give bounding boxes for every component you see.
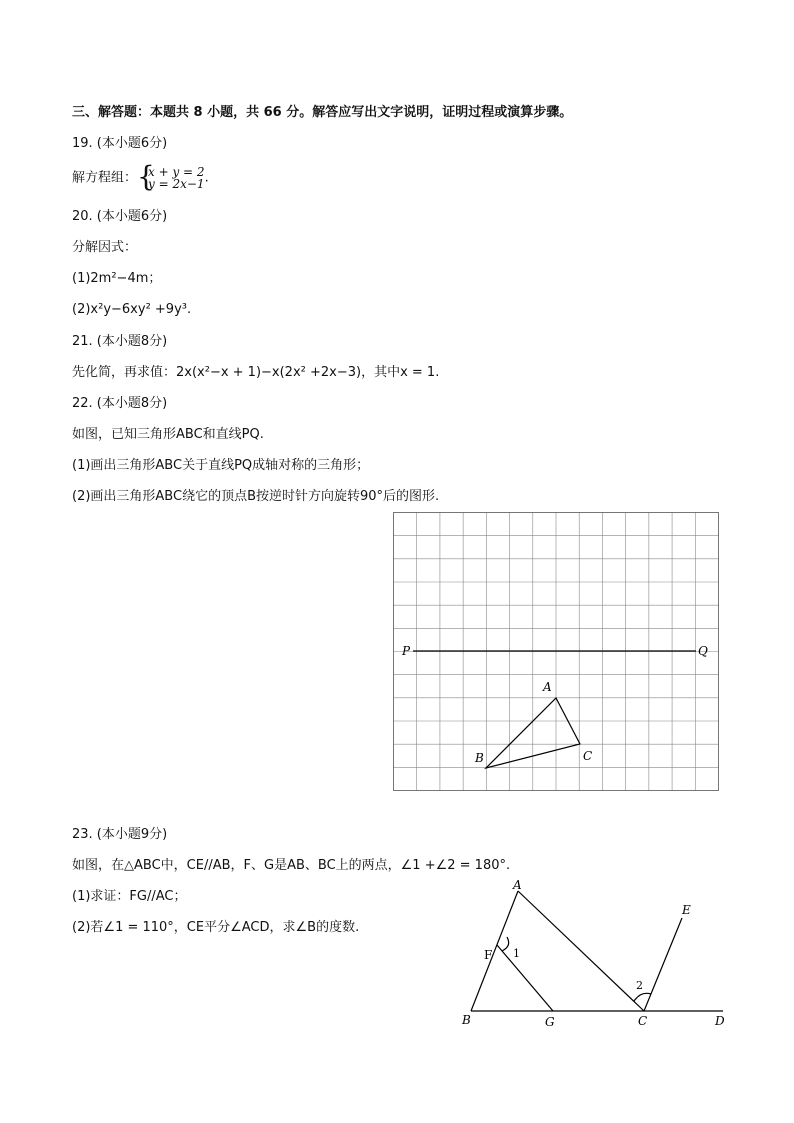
q22-part1: (1)画出三角形ABC关于直线PQ成轴对称的三角形； <box>72 458 370 473</box>
q19-prompt-line <box>72 160 209 193</box>
label-angle-1: 1 <box>513 947 520 960</box>
equation-1: x + y = 2 <box>148 165 205 179</box>
q22-heading: 22. (本小题8分) <box>72 396 168 411</box>
label-g: G <box>545 1015 555 1029</box>
label-c: C <box>583 749 593 763</box>
label-b: B <box>475 751 484 765</box>
q23-part2: (2)若∠1 = 110°，CE平分∠ACD，求∠B的度数. <box>72 920 360 935</box>
triangle-figure <box>450 872 740 1034</box>
equation-system <box>137 160 205 193</box>
q20-part1: (1)2m²−4m； <box>72 271 162 286</box>
section-title: 三、解答题：本题共 8 小题，共 66 分。解答应写出文字说明，证明过程或演算步骤。 <box>72 105 573 120</box>
left-brace-icon: { <box>137 160 155 193</box>
q22-prompt: 如图，已知三角形ABC和直线PQ. <box>72 427 264 442</box>
q23-part1: (1)求证：FG//AC； <box>72 889 187 904</box>
q19-heading: 19. (本小题6分) <box>72 136 168 151</box>
angle-1-arc <box>502 937 509 951</box>
q20-prompt: 分解因式： <box>72 240 138 255</box>
label-e: E <box>682 903 691 917</box>
ray-ce <box>644 918 682 1011</box>
label-b: B <box>462 1013 471 1027</box>
q22-part2: (2)画出三角形ABC绕它的顶点B按逆时针方向旋转90°后的图形. <box>72 489 440 504</box>
q19-prompt: 解方程组： <box>72 170 138 186</box>
label-a: A <box>543 680 552 694</box>
label-a: A <box>513 878 522 892</box>
segment-ab <box>471 891 518 1011</box>
q21-heading: 21. (本小题8分) <box>72 334 168 349</box>
label-f: F <box>484 948 493 962</box>
q19-period: . <box>204 170 209 186</box>
label-q: Q <box>698 644 708 658</box>
label-angle-2: 2 <box>636 979 643 992</box>
q23-heading: 23. (本小题9分) <box>72 827 168 842</box>
q20-heading: 20. (本小题6分) <box>72 209 168 224</box>
label-d: D <box>715 1014 725 1028</box>
segment-ac <box>518 891 644 1011</box>
segment-fg <box>497 945 553 1011</box>
q21-prompt: 先化简，再求值：2x(x²−x + 1)−x(2x² +2x−3)，其中x = 1. <box>72 365 440 380</box>
q20-part2: (2)x²y−6xy² +9y³. <box>72 302 192 317</box>
label-p: P <box>402 644 411 658</box>
label-c: C <box>638 1014 648 1028</box>
q23-prompt: 如图，在△ABC中，CE//AB，F、G是AB、BC上的两点，∠1 +∠2 = 180°. <box>72 858 511 873</box>
equation-2: y = 2x−1 <box>148 177 205 191</box>
grid-figure <box>380 505 730 800</box>
